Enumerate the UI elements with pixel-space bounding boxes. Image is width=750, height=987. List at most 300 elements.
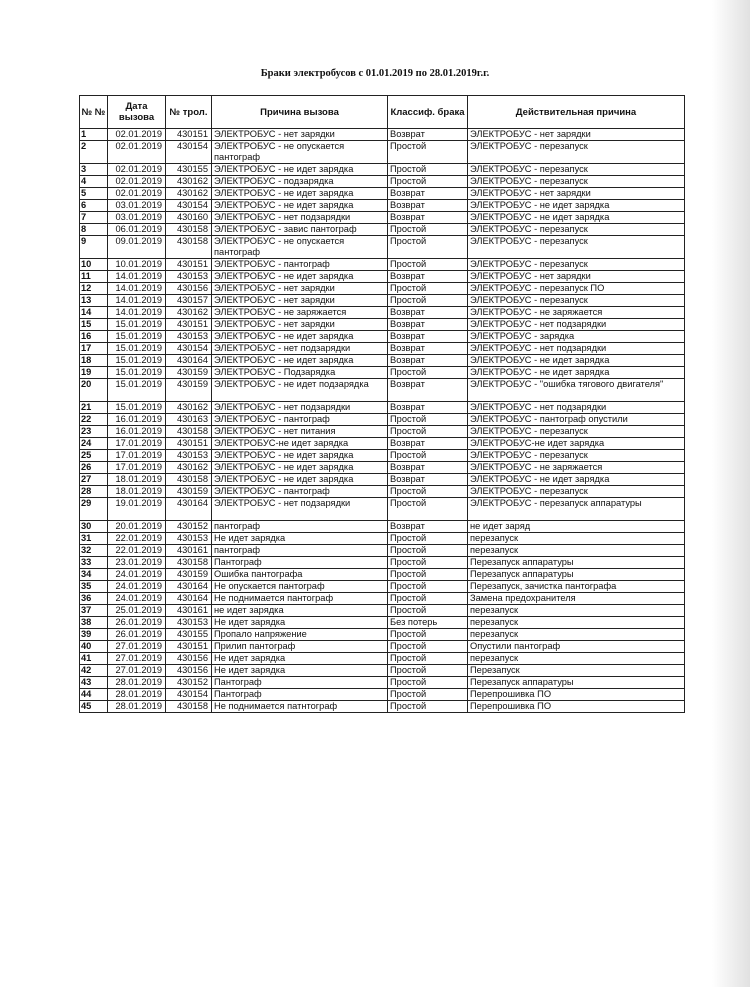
row-actual: ЭЛЕКТРОБУС - не заряжается [468, 307, 685, 319]
row-classif: Простой [388, 367, 468, 379]
row-date: 26.01.2019 [108, 617, 166, 629]
row-date: 02.01.2019 [108, 141, 166, 164]
row-trolley: 430164 [166, 355, 212, 367]
table-row [80, 557, 685, 569]
table-row [80, 617, 685, 629]
row-actual: перезапуск [468, 545, 685, 557]
row-number: 32 [80, 545, 108, 557]
row-reason: ЭЛЕКТРОБУС - Подзарядка [212, 367, 388, 379]
row-reason: ЭЛЕКТРОБУС - нет зарядки [212, 295, 388, 307]
row-trolley: 430153 [166, 617, 212, 629]
table-row [80, 141, 685, 164]
row-number: 38 [80, 617, 108, 629]
table-row [80, 379, 685, 402]
row-number: 27 [80, 474, 108, 486]
row-date: 27.01.2019 [108, 665, 166, 677]
row-trolley: 430159 [166, 569, 212, 581]
row-trolley: 430158 [166, 224, 212, 236]
row-classif: Простой [388, 701, 468, 713]
row-date: 25.01.2019 [108, 605, 166, 617]
row-trolley: 430164 [166, 593, 212, 605]
row-actual: ЭЛЕКТРОБУС - нет подзарядки [468, 319, 685, 331]
table-row [80, 462, 685, 474]
row-actual: ЭЛЕКТРОБУС-не идет зарядка [468, 438, 685, 450]
row-reason: ЭЛЕКТРОБУС - не опускается пантограф [212, 141, 388, 164]
row-trolley: 430164 [166, 498, 212, 521]
row-reason: ЭЛЕКТРОБУС - нет питания [212, 426, 388, 438]
row-date: 15.01.2019 [108, 402, 166, 414]
row-number: 39 [80, 629, 108, 641]
table-row [80, 450, 685, 462]
table-row [80, 212, 685, 224]
row-reason: Пантограф [212, 689, 388, 701]
row-trolley: 430153 [166, 271, 212, 283]
row-date: 10.01.2019 [108, 259, 166, 271]
table-row [80, 677, 685, 689]
row-classif: Простой [388, 414, 468, 426]
row-trolley: 430156 [166, 665, 212, 677]
row-actual: ЭЛЕКТРОБУС - перезапуск [468, 259, 685, 271]
row-date: 14.01.2019 [108, 295, 166, 307]
row-trolley: 430151 [166, 129, 212, 141]
table-row [80, 402, 685, 414]
row-reason: ЭЛЕКТРОБУС - нет подзарядки [212, 402, 388, 414]
row-trolley: 430156 [166, 283, 212, 295]
row-actual: Перепрошивка ПО [468, 689, 685, 701]
table-row [80, 438, 685, 450]
table-header-row [80, 96, 685, 129]
row-reason: ЭЛЕКТРОБУС - завис пантограф [212, 224, 388, 236]
row-date: 18.01.2019 [108, 474, 166, 486]
row-classif: Возврат [388, 474, 468, 486]
header-actual: Действительная причина [468, 96, 685, 129]
row-trolley: 430153 [166, 331, 212, 343]
row-number: 40 [80, 641, 108, 653]
row-number: 17 [80, 343, 108, 355]
row-number: 35 [80, 581, 108, 593]
row-reason: Не поднимается пантограф [212, 593, 388, 605]
row-actual: перезапуск [468, 605, 685, 617]
row-reason: Не опускается пантограф [212, 581, 388, 593]
row-classif: Простой [388, 665, 468, 677]
row-actual: ЭЛЕКТРОБУС - перезапуск [468, 426, 685, 438]
row-classif: Без потерь [388, 617, 468, 629]
row-actual: ЭЛЕКТРОБУС - нет подзарядки [468, 343, 685, 355]
table-row [80, 701, 685, 713]
table-row [80, 605, 685, 617]
row-trolley: 430158 [166, 236, 212, 259]
table-row [80, 629, 685, 641]
row-trolley: 430162 [166, 402, 212, 414]
row-reason: ЭЛЕКТРОБУС - не опускается пантограф [212, 236, 388, 259]
row-reason: ЭЛЕКТРОБУС - не идет зарядка [212, 164, 388, 176]
row-trolley: 430161 [166, 605, 212, 617]
row-date: 28.01.2019 [108, 701, 166, 713]
row-reason: Пропало напряжение [212, 629, 388, 641]
row-number: 31 [80, 533, 108, 545]
row-classif: Простой [388, 689, 468, 701]
row-classif: Простой [388, 236, 468, 259]
row-reason: ЭЛЕКТРОБУС - не идет зарядка [212, 271, 388, 283]
row-trolley: 430152 [166, 677, 212, 689]
row-trolley: 430154 [166, 689, 212, 701]
row-actual: Перезапуск, зачистка пантографа [468, 581, 685, 593]
row-reason: ЭЛЕКТРОБУС - не идет зарядка [212, 331, 388, 343]
row-classif: Простой [388, 295, 468, 307]
row-number: 7 [80, 212, 108, 224]
row-date: 24.01.2019 [108, 581, 166, 593]
row-classif: Возврат [388, 129, 468, 141]
row-number: 6 [80, 200, 108, 212]
table-row [80, 414, 685, 426]
row-trolley: 430156 [166, 653, 212, 665]
row-actual: ЭЛЕКТРОБУС - перезапуск [468, 450, 685, 462]
row-classif: Возврат [388, 379, 468, 402]
row-classif: Возврат [388, 438, 468, 450]
row-classif: Простой [388, 545, 468, 557]
row-number: 30 [80, 521, 108, 533]
row-classif: Простой [388, 629, 468, 641]
row-trolley: 430164 [166, 581, 212, 593]
row-number: 13 [80, 295, 108, 307]
row-trolley: 430152 [166, 521, 212, 533]
row-actual: ЭЛЕКТРОБУС - не идет зарядка [468, 200, 685, 212]
row-date: 22.01.2019 [108, 545, 166, 557]
row-trolley: 430163 [166, 414, 212, 426]
table-row [80, 176, 685, 188]
row-date: 17.01.2019 [108, 450, 166, 462]
table-row [80, 533, 685, 545]
row-classif: Простой [388, 533, 468, 545]
row-reason: ЭЛЕКТРОБУС - нет зарядки [212, 319, 388, 331]
row-reason: Не поднимается патнтограф [212, 701, 388, 713]
row-trolley: 430151 [166, 319, 212, 331]
row-number: 23 [80, 426, 108, 438]
row-trolley: 430159 [166, 379, 212, 402]
table-row [80, 486, 685, 498]
table-row [80, 343, 685, 355]
row-trolley: 430154 [166, 343, 212, 355]
table-row [80, 236, 685, 259]
table-row [80, 593, 685, 605]
row-actual: ЭЛЕКТРОБУС - перезапуск аппаратуры [468, 498, 685, 521]
row-number: 11 [80, 271, 108, 283]
row-reason: Не идет зарядка [212, 665, 388, 677]
row-actual: Перепрошивка ПО [468, 701, 685, 713]
row-reason: Прилип пантограф [212, 641, 388, 653]
row-reason: ЭЛЕКТРОБУС-не идет зарядка [212, 438, 388, 450]
row-trolley: 430162 [166, 462, 212, 474]
row-actual: ЭЛЕКТРОБУС - не идет зарядка [468, 212, 685, 224]
row-classif: Простой [388, 498, 468, 521]
table-row [80, 641, 685, 653]
row-classif: Возврат [388, 319, 468, 331]
row-actual: Перезапуск аппаратуры [468, 569, 685, 581]
row-date: 17.01.2019 [108, 462, 166, 474]
row-actual: ЭЛЕКТРОБУС - не идет зарядка [468, 367, 685, 379]
table-row [80, 319, 685, 331]
row-actual: ЭЛЕКТРОБУС - перезапуск [468, 164, 685, 176]
row-number: 1 [80, 129, 108, 141]
row-reason: ЭЛЕКТРОБУС - не идет зарядка [212, 355, 388, 367]
row-trolley: 430159 [166, 367, 212, 379]
row-date: 06.01.2019 [108, 224, 166, 236]
row-trolley: 430159 [166, 486, 212, 498]
table-row [80, 498, 685, 521]
row-date: 28.01.2019 [108, 677, 166, 689]
row-date: 15.01.2019 [108, 319, 166, 331]
table-row [80, 569, 685, 581]
row-classif: Простой [388, 426, 468, 438]
row-actual: ЭЛЕКТРОБУС - нет зарядки [468, 188, 685, 200]
row-number: 44 [80, 689, 108, 701]
table-row [80, 581, 685, 593]
row-classif: Возврат [388, 462, 468, 474]
row-reason: ЭЛЕКТРОБУС - не идет зарядка [212, 462, 388, 474]
row-number: 42 [80, 665, 108, 677]
row-trolley: 430158 [166, 426, 212, 438]
row-reason: Не идет зарядка [212, 617, 388, 629]
row-reason: Не идет зарядка [212, 533, 388, 545]
row-trolley: 430153 [166, 450, 212, 462]
row-date: 24.01.2019 [108, 593, 166, 605]
row-actual: Замена предохранителя [468, 593, 685, 605]
row-trolley: 430151 [166, 259, 212, 271]
row-number: 8 [80, 224, 108, 236]
header-reason: Причина вызова [212, 96, 388, 129]
row-classif: Возврат [388, 200, 468, 212]
row-date: 15.01.2019 [108, 379, 166, 402]
table-row [80, 307, 685, 319]
row-date: 03.01.2019 [108, 212, 166, 224]
row-date: 26.01.2019 [108, 629, 166, 641]
row-classif: Простой [388, 569, 468, 581]
row-date: 14.01.2019 [108, 307, 166, 319]
header-classif: Классиф. брака [388, 96, 468, 129]
row-reason: ЭЛЕКТРОБУС - не идет зарядка [212, 200, 388, 212]
row-trolley: 430154 [166, 200, 212, 212]
row-reason: ЭЛЕКТРОБУС - нет подзарядки [212, 212, 388, 224]
row-number: 28 [80, 486, 108, 498]
table-row [80, 295, 685, 307]
row-number: 34 [80, 569, 108, 581]
row-date: 03.01.2019 [108, 200, 166, 212]
table-row [80, 129, 685, 141]
table-row [80, 200, 685, 212]
row-classif: Простой [388, 605, 468, 617]
row-classif: Простой [388, 593, 468, 605]
row-date: 22.01.2019 [108, 533, 166, 545]
row-actual: ЭЛЕКТРОБУС - "ошибка тягового двигателя" [468, 379, 685, 402]
row-trolley: 430157 [166, 295, 212, 307]
row-trolley: 430151 [166, 438, 212, 450]
row-actual: ЭЛЕКТРОБУС - зарядка [468, 331, 685, 343]
row-actual: ЭЛЕКТРОБУС - перезапуск ПО [468, 283, 685, 295]
document-title: Браки электробусов с 01.01.2019 по 28.01.2019г.г. [260, 68, 490, 79]
row-actual: Перезапуск аппаратуры [468, 557, 685, 569]
row-reason: пантограф [212, 521, 388, 533]
table-row [80, 653, 685, 665]
row-number: 36 [80, 593, 108, 605]
row-reason: Пантограф [212, 677, 388, 689]
row-date: 02.01.2019 [108, 176, 166, 188]
row-trolley: 430161 [166, 545, 212, 557]
row-reason: ЭЛЕКТРОБУС - пантограф [212, 486, 388, 498]
row-reason: ЭЛЕКТРОБУС - подзарядка [212, 176, 388, 188]
row-actual: ЭЛЕКТРОБУС - не идет зарядка [468, 474, 685, 486]
row-date: 27.01.2019 [108, 653, 166, 665]
row-actual: ЭЛЕКТРОБУС - нет зарядки [468, 129, 685, 141]
row-number: 26 [80, 462, 108, 474]
row-number: 10 [80, 259, 108, 271]
row-number: 21 [80, 402, 108, 414]
row-classif: Простой [388, 450, 468, 462]
row-number: 25 [80, 450, 108, 462]
row-reason: ЭЛЕКТРОБУС - нет подзарядки [212, 498, 388, 521]
row-actual: ЭЛЕКТРОБУС - перезапуск [468, 224, 685, 236]
row-trolley: 430158 [166, 474, 212, 486]
row-date: 14.01.2019 [108, 271, 166, 283]
row-trolley: 430154 [166, 141, 212, 164]
table-row [80, 521, 685, 533]
row-classif: Возврат [388, 307, 468, 319]
row-date: 18.01.2019 [108, 486, 166, 498]
row-reason: ЭЛЕКТРОБУС - пантограф [212, 259, 388, 271]
row-reason: Ошибка пантографа [212, 569, 388, 581]
row-number: 22 [80, 414, 108, 426]
row-date: 27.01.2019 [108, 641, 166, 653]
row-date: 24.01.2019 [108, 569, 166, 581]
row-trolley: 430155 [166, 164, 212, 176]
row-number: 33 [80, 557, 108, 569]
row-classif: Возврат [388, 355, 468, 367]
row-classif: Возврат [388, 271, 468, 283]
row-actual: не идет заряд [468, 521, 685, 533]
row-classif: Простой [388, 283, 468, 295]
table-row [80, 426, 685, 438]
row-trolley: 430151 [166, 641, 212, 653]
row-classif: Простой [388, 557, 468, 569]
row-reason: пантограф [212, 545, 388, 557]
row-reason: ЭЛЕКТРОБУС - нет подзарядки [212, 343, 388, 355]
defects-table [79, 95, 685, 713]
header-trolley: № трол. [166, 96, 212, 129]
row-actual: ЭЛЕКТРОБУС - перезапуск [468, 236, 685, 259]
table-body [80, 129, 685, 713]
row-number: 15 [80, 319, 108, 331]
table-row [80, 545, 685, 557]
row-actual: Перезапуск аппаратуры [468, 677, 685, 689]
table-row [80, 331, 685, 343]
row-number: 9 [80, 236, 108, 259]
row-classif: Простой [388, 486, 468, 498]
row-classif: Простой [388, 641, 468, 653]
row-date: 14.01.2019 [108, 283, 166, 295]
row-classif: Возврат [388, 212, 468, 224]
row-reason: не идет зарядка [212, 605, 388, 617]
row-reason: ЭЛЕКТРОБУС - нет зарядки [212, 129, 388, 141]
table-row [80, 271, 685, 283]
row-actual: Опустили пантограф [468, 641, 685, 653]
row-date: 17.01.2019 [108, 438, 166, 450]
row-trolley: 430162 [166, 176, 212, 188]
row-reason: ЭЛЕКТРОБУС - не идет зарядка [212, 474, 388, 486]
row-reason: ЭЛЕКТРОБУС - пантограф [212, 414, 388, 426]
row-reason: ЭЛЕКТРОБУС - не заряжается [212, 307, 388, 319]
row-date: 15.01.2019 [108, 331, 166, 343]
row-classif: Простой [388, 653, 468, 665]
row-trolley: 430153 [166, 533, 212, 545]
row-actual: перезапуск [468, 629, 685, 641]
row-trolley: 430158 [166, 557, 212, 569]
table-row [80, 224, 685, 236]
table-row [80, 164, 685, 176]
row-number: 2 [80, 141, 108, 164]
header-date: Дата вызова [108, 96, 166, 129]
row-classif: Возврат [388, 188, 468, 200]
row-classif: Возврат [388, 343, 468, 355]
row-reason: Пантограф [212, 557, 388, 569]
table-row [80, 355, 685, 367]
row-actual: ЭЛЕКТРОБУС - перезапуск [468, 486, 685, 498]
table-row [80, 689, 685, 701]
row-number: 5 [80, 188, 108, 200]
row-trolley: 430158 [166, 701, 212, 713]
row-number: 16 [80, 331, 108, 343]
row-date: 15.01.2019 [108, 367, 166, 379]
row-date: 19.01.2019 [108, 498, 166, 521]
row-actual: ЭЛЕКТРОБУС - пантограф опустили [468, 414, 685, 426]
table-row [80, 188, 685, 200]
row-date: 02.01.2019 [108, 129, 166, 141]
row-date: 20.01.2019 [108, 521, 166, 533]
row-actual: ЭЛЕКТРОБУС - перезапуск [468, 295, 685, 307]
row-reason: ЭЛЕКТРОБУС - не идет зарядка [212, 188, 388, 200]
row-date: 02.01.2019 [108, 188, 166, 200]
row-classif: Возврат [388, 521, 468, 533]
row-actual: ЭЛЕКТРОБУС - перезапуск [468, 141, 685, 164]
row-reason: Не идет зарядка [212, 653, 388, 665]
table-row [80, 259, 685, 271]
row-number: 18 [80, 355, 108, 367]
row-actual: ЭЛЕКТРОБУС - перезапуск [468, 176, 685, 188]
row-number: 19 [80, 367, 108, 379]
row-number: 3 [80, 164, 108, 176]
row-actual: ЭЛЕКТРОБУС - нет зарядки [468, 271, 685, 283]
row-classif: Возврат [388, 331, 468, 343]
table-row [80, 474, 685, 486]
table-row [80, 283, 685, 295]
table-row [80, 367, 685, 379]
row-number: 37 [80, 605, 108, 617]
row-classif: Простой [388, 164, 468, 176]
row-actual: перезапуск [468, 653, 685, 665]
row-date: 16.01.2019 [108, 414, 166, 426]
row-date: 23.01.2019 [108, 557, 166, 569]
row-reason: ЭЛЕКТРОБУС - не идет зарядка [212, 450, 388, 462]
row-trolley: 430162 [166, 307, 212, 319]
row-classif: Простой [388, 141, 468, 164]
row-date: 15.01.2019 [108, 343, 166, 355]
table-row [80, 665, 685, 677]
row-trolley: 430155 [166, 629, 212, 641]
page-edge-shadow [712, 0, 750, 987]
header-num: № № [80, 96, 108, 129]
row-actual: ЭЛЕКТРОБУС - не заряжается [468, 462, 685, 474]
row-actual: перезапуск [468, 533, 685, 545]
row-actual: перезапуск [468, 617, 685, 629]
row-classif: Простой [388, 581, 468, 593]
